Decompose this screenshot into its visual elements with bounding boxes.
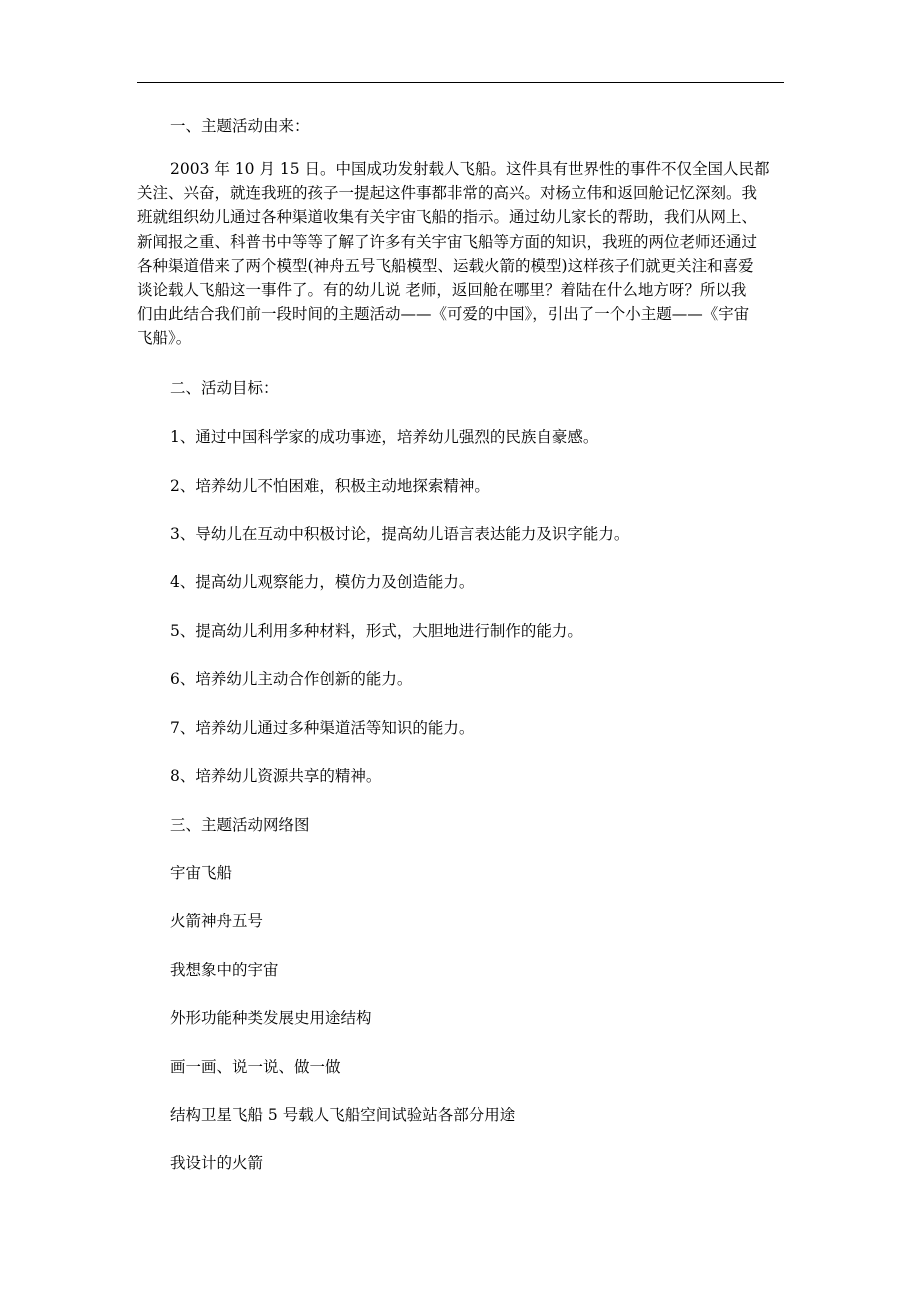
- goal-item: 5、提高幼儿利用多种材料，形式，大胆地进行制作的能力。: [170, 622, 583, 640]
- network-item: 外形功能种类发展史用途结构: [170, 1009, 372, 1027]
- paragraph-line: 谈论载人飞船这一事件了。有的幼儿说 老师，返回舱在哪里？着陆在什么地方呀？所以我: [137, 281, 747, 300]
- section-1-paragraph: [137, 157, 784, 351]
- goal-item: 1、通过中国科学家的成功事迹，培养幼儿强烈的民族自豪感。: [170, 428, 599, 446]
- section-1-heading: 一、主题活动由来：: [170, 117, 310, 135]
- network-item: 画一画、说一说、做一做: [170, 1058, 341, 1076]
- paragraph-line: 们由此结合我们前一段时间的主题活动——《可爱的中国》，引出了一个小主题——《宇宙: [137, 305, 750, 324]
- section-2-heading: 二、活动目标：: [170, 379, 279, 397]
- paragraph-line: 关注、兴奋，就连我班的孩子一提起这件事都非常的高兴。对杨立伟和返回舱记忆深刻。我: [137, 184, 758, 203]
- paragraph-line: 各种渠道借来了两个模型(神舟五号飞船模型、运载火箭的模型)这样孩子们就更关注和喜爱: [137, 256, 754, 275]
- network-item: 我设计的火箭: [170, 1154, 264, 1172]
- section-3-heading: 三、主题活动网络图: [170, 816, 310, 834]
- paragraph-line: 班就组织幼儿通过各种渠道收集有关宇宙飞船的指示。通过幼儿家长的帮助，我们从网上、: [137, 208, 758, 227]
- goal-item: 7、培养幼儿通过多种渠道活等知识的能力。: [170, 719, 475, 737]
- goal-item: 6、培养幼儿主动合作创新的能力。: [170, 670, 413, 688]
- network-item: 我想象中的宇宙: [170, 961, 279, 979]
- network-item: 结构卫星飞船 5 号载人飞船空间试验站各部分用途: [170, 1106, 516, 1124]
- goal-item: 2、培养幼儿不怕困难，积极主动地探索精神。: [170, 477, 490, 495]
- network-item: 宇宙飞船: [170, 864, 233, 882]
- paragraph-line: 2003 年 10 月 15 日。中国成功发射载人飞船。这件具有世界性的事件不仅全国人民都: [170, 160, 770, 178]
- paragraph-line: 新闻报之重、科普书中等等了解了许多有关宇宙飞船等方面的知识，我班的两位老师还通过: [137, 232, 758, 251]
- goal-item: 4、提高幼儿观察能力，模仿力及创造能力。: [170, 573, 475, 591]
- goal-item: 8、培养幼儿资源共享的精神。: [170, 767, 382, 785]
- network-item: 火箭神舟五号: [170, 912, 264, 930]
- goal-item: 3、导幼儿在互动中积极讨论，提高幼儿语言表达能力及识字能力。: [170, 525, 630, 543]
- paragraph-line: 飞船》。: [137, 329, 192, 348]
- header-rule: [137, 82, 784, 83]
